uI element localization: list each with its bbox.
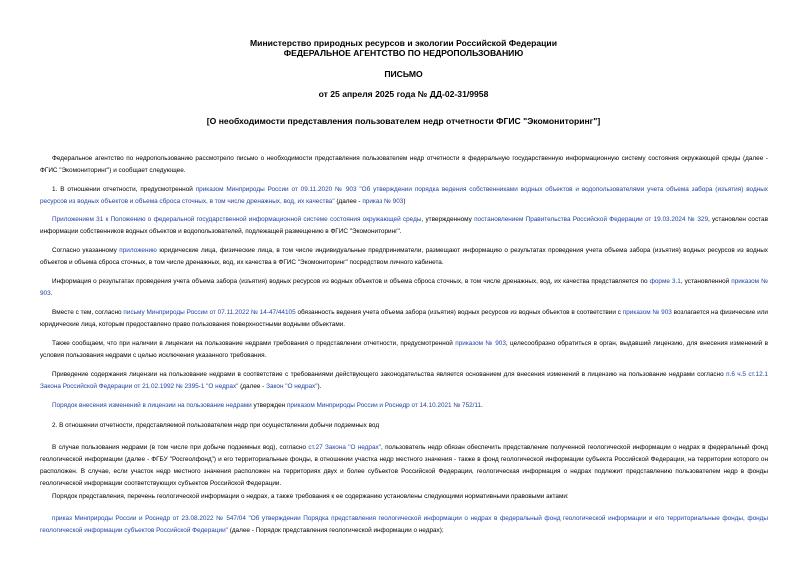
document-subject: [О необходимости представления пользователем недр отчетности ФГИС "Экомониторинг"] [206,116,601,126]
link-subsoil-law[interactable]: Закон "О недрах" [266,383,318,390]
link-form-3-1[interactable]: форме 3.1 [649,278,681,285]
paragraph-section-2: 2. В отношении отчетности, представляемой пользователем недр при осуществлении добычи подземных вод [52,422,380,429]
link-order-903-short[interactable]: приказом № 903 [455,340,506,347]
link-order-752-11[interactable]: приказом Минприроды России и Роснедр от 14.10.2021 № 752/11 [286,402,482,409]
paragraph-section-1: 1. В отношении отчетности, предусмотренной приказом Минприроды России от 09.11.2020 № 903 "Об утверждении порядка ведения собственниками водных объектов и водопользователями учета объема забора (изъятия) водных ресурсов из водных объектов и объема сброса сточных, в том числе дренажных, вод, их качества" (далее - приказ № 903) [40,186,768,205]
paragraph-form-3-1: Информация о результатах проведения учета объема забора (изъятия) водных ресурсов из водных объектов и объема сброса сточных, в том числе дренажных, вод, их качества представляется по форме 3.1, установленной приказом № 903. [40,278,768,297]
paragraph-appendix-31: Приложением 31 к Положению о федеральной государственной информационной системе состояния окружающей среды, утвержденному постановлением Правительства Российской Федерации от 19.03.2024 № 329, установлен состав информации собственников водных объектов и водопользователей, подлежащей размещению в ФГИС "Экомониторинг". [40,216,768,235]
link-order-903-short[interactable]: приказ № 903 [362,198,404,205]
link-government-decree-329[interactable]: постановлением Правительства Российской Федерации от 19.03.2024 № 329 [474,216,709,223]
link-subsoil-law-article-27[interactable]: ст.27 Закона "О недрах" [308,444,381,451]
link-appendix[interactable]: приложению [119,247,157,254]
link-subsoil-law-article[interactable]: п.6 ч.5 ст.12.1 Закона Российской Федерации от 21.02.1992 № 2395-1 "О недрах" [40,371,768,390]
paragraph-ministry-letter: Вместе с тем, согласно письму Минприроды России от 07.11.2022 № 14-47/44105 обязанность ведения учета объема забора (изъятия) водных ресурсов из водных объектов в соответствии с приказом № 903 возлагается на физические или юридические лица, которым предоставлено право пользования поверхностными водными объектами. [40,309,768,328]
link-license-procedure[interactable]: Порядок внесения изменений в лицензии на пользование недрами [52,402,252,409]
link-order-547-04[interactable]: приказ Минприроды России и Роснедр от 23.08.2022 № 547/04 "Об утверждении Порядка представления геологической информации о недрах в федеральный фонд геологической информации и его территориальные фонды, фонды геологической информации субъектов Российской Федерации" [40,515,768,534]
link-order-903[interactable]: приказом Минприроды России от 09.11.2020 № 903 "Об утверждении порядка ведения собственниками водных объектов и водопользователями учета объема забора (изъятия) водных ресурсов из водных объектов и объема сброса сточных, в том числе дренажных, вод, их качества" [40,186,768,205]
agency-name: ФЕДЕРАЛЬНОЕ АГЕНТСТВО ПО НЕДРОПОЛЬЗОВАНИЮ [283,48,524,58]
paragraph-license-changes: Приведение содержания лицензии на пользование недрами в соответствие с требованиями действующего законодательства является основанием для внесения изменений в лицензию на пользование недрами согласно п.6 ч.5 ст.12.1 Закона Российской Федерации от 21.02.1992 № 2395-1 "О недрах" (далее - Закон "О недрах"). [40,371,768,390]
ministry-name: Министерство природных ресурсов и экологии Российской Федерации [250,38,557,48]
paragraph-license-procedure: Порядок внесения изменений в лицензии на пользование недрами утвержден приказом Минприроды России и Роснедр от 14.10.2021 № 752/11. [52,402,483,409]
link-order-903-short[interactable]: приказом № 903 [622,309,672,316]
document-date-number: от 25 апреля 2025 года № ДД-02-31/9958 [318,89,489,99]
link-ministry-letter[interactable]: письму Минприроды России от 07.11.2022 № 14-47/44105 [123,309,296,316]
paragraph-geological-info: В случае пользования недрами (в том числе при добыче подземных вод), согласно ст.27 Закона "О недрах", пользователь недр обязан обеспечить представление полученной геологической информации о недрах в федеральный фонд геологической информации (далее - ФГБУ "Росгеолфонд") и его территориальные фонды, в отношении участка недр местного значения - также в фонд геологической информации субъекта Российской Федерации, на территории которого он расположен. В случае, если участок недр местного значения расположен на территориях двух и более субъектов Российской Федерации, геологическая информация о недрах подлежит представлению пользователем недр в фонды геологической информации соответствующих субъектов Российской Федерации. [40,444,769,487]
link-appendix-31[interactable]: Приложением 31 к Положению о федеральной государственной информационной системе состояния окружающей среды [52,216,422,223]
paragraph-license-requirements: Также сообщаем, что при наличии в лицензии на пользование недрами требования о представлении отчетности, предусмотренной приказом № 903, целесообразно обратиться в орган, выдавший лицензию, для внесения изменений в условия пользования недрами с целью исключения указанного требования. [40,340,768,359]
document-type: ПИСЬМО [384,69,423,79]
paragraph-appendix-requirements: Согласно указанному приложению юридические лица, физические лица, в том числе индивидуальные предприниматели, размещают информацию о результатах проведения учета объема забора (изъятия) водных ресурсов из водных объектов и объема сброса сточных, в том числе дренажных, вод, их качества в ФГИС "Экомониторинг" посредством личного кабинета. [40,247,768,266]
paragraph-order-547: приказ Минприроды России и Роснедр от 23.08.2022 № 547/04 "Об утверждении Порядка представления геологической информации о недрах в федеральный фонд геологической информации и его территориальные фонды, фонды геологической информации субъектов Российской Федерации" (далее - Порядок представления геологической информации о недрах); [40,515,768,534]
paragraph-intro: Федеральное агентство по недропользованию рассмотрело письмо о необходимости представления пользователем недр отчетности в федеральную государственную информационную систему состояния окружающей среды (далее - ФГИС "Экомониторинг") и сообщает следующее. [40,155,768,174]
paragraph-procedure-acts: Порядок представления, перечень геологической информации о недрах, а также требования к ее содержанию установлены следующими нормативными правовыми актами: [52,493,569,500]
link-order-903-short[interactable]: приказом № 903 [40,278,768,297]
